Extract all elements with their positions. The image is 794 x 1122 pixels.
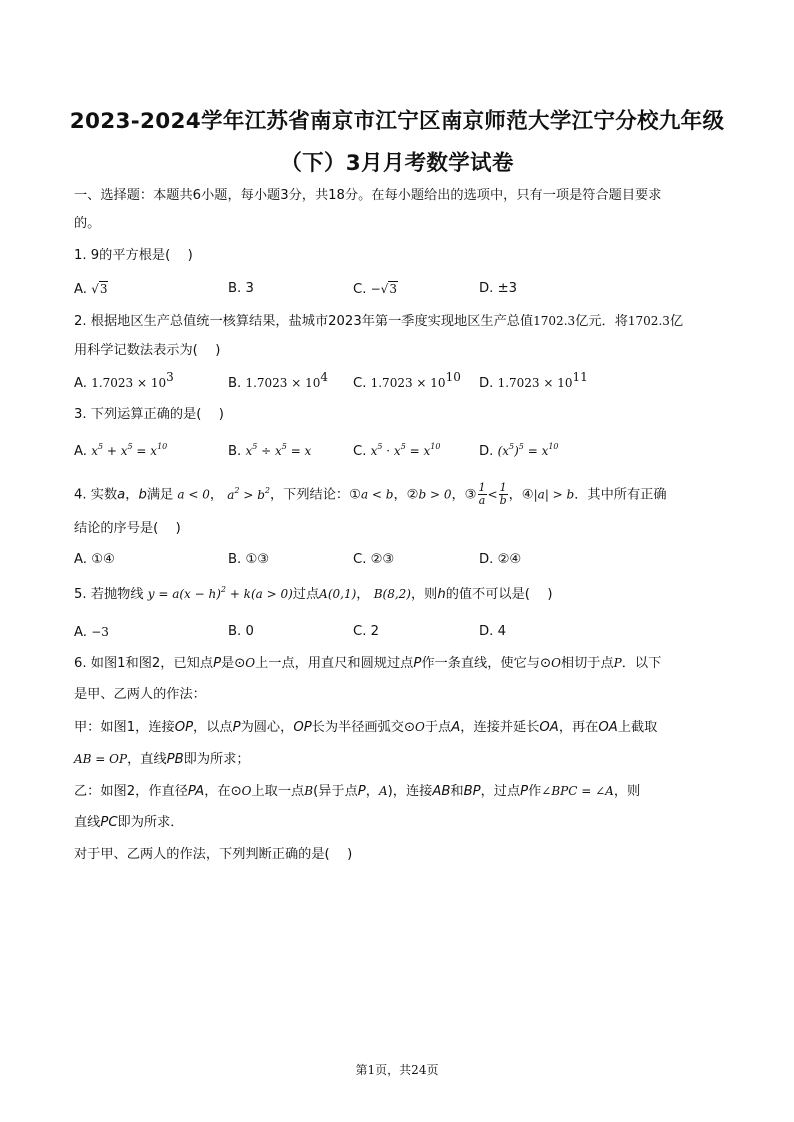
section-intro-line1: 一、选择题：本题共6小题，每小题3分，共18分。在每小题给出的选项中，只有一项是符合题目要求 <box>74 188 662 203</box>
q5-option-d <box>479 623 506 641</box>
option-text: ±3 <box>497 281 518 296</box>
option-text: 2 <box>370 624 379 639</box>
q6-text: 乙：如图2，作直径 <box>74 784 188 799</box>
var-b: b <box>138 487 147 503</box>
formula: a < b <box>360 487 394 502</box>
q6-text: 直线 <box>74 815 101 830</box>
q6-text: 和 <box>450 784 464 799</box>
q5-option-c <box>353 623 379 641</box>
q4-stem-line2: 结论的序号是( ) <box>74 521 181 536</box>
q6-text: 是⊙ <box>221 656 246 671</box>
seg-bp: BP <box>463 784 481 799</box>
q5-text: 的值不可以是( ) <box>445 587 553 602</box>
var-o: O <box>551 656 561 670</box>
option-text: 4 <box>497 624 506 639</box>
var-p: P <box>232 720 241 735</box>
line-pb: PB <box>166 752 184 767</box>
sqrt-3: √3 <box>91 282 108 296</box>
q5-option-b <box>228 623 254 641</box>
page-footer: 第1页，共24页 <box>355 1063 439 1077</box>
option-exponent: 4 <box>320 370 329 384</box>
q6-yi-line2 <box>74 814 183 832</box>
q4-option-a <box>74 551 115 569</box>
option-label: A. <box>74 376 87 391</box>
formula: ∠BPC = ∠A <box>541 784 614 798</box>
formula: $a^2 > b^2$ <box>227 485 270 502</box>
q5-option-a <box>74 623 109 642</box>
option-base: 1.7023 × 10 <box>245 376 321 390</box>
q6-text: 甲：如图1，连接 <box>74 720 175 735</box>
option-base: 1.7023 × 10 <box>91 376 167 390</box>
option-label: A. <box>74 282 87 297</box>
option-label: D. <box>479 624 494 639</box>
line-pc: PC <box>100 815 118 830</box>
q6-text: 相切于点 <box>560 656 614 671</box>
q6-text: ．以下 <box>621 656 662 671</box>
q6-text: ， <box>365 784 379 799</box>
formula: $x^5 \cdot x^5 = x^{10}$ <box>370 442 441 458</box>
q6-text: 6. 如图1和图2，已知点 <box>74 656 214 671</box>
seg-oa: OA <box>539 720 559 735</box>
option-text: ②④ <box>497 552 522 567</box>
q5-text: 过点 <box>292 587 320 602</box>
q3-option-c <box>353 442 440 461</box>
fraction-1-over-a: $\frac{1}{a}$ <box>478 481 486 507</box>
var-o: O <box>245 656 256 670</box>
q1-option-b <box>228 280 254 298</box>
var-p: P <box>413 656 422 671</box>
formula: $x^5 \div x^5 = x$ <box>245 442 312 458</box>
q5-text: ，则 <box>410 587 438 602</box>
q2-text: 亿元．将 <box>575 314 628 329</box>
q6-text: 即为所求； <box>183 752 250 767</box>
option-label: C. <box>353 376 367 391</box>
q2-option-d <box>479 370 588 393</box>
q6-text: ，在⊙ <box>204 784 242 799</box>
q4-option-d <box>479 551 521 569</box>
option-label: D. <box>479 376 494 391</box>
q2-option-b <box>228 370 329 393</box>
q2-number: 1702.3 <box>627 314 670 328</box>
exam-title-line1: 2023-2024学年江苏省南京市江宁区南京师范大学江宁分校九年级 <box>69 109 725 134</box>
q6-text: (异于点 <box>313 784 358 799</box>
option-text: 0 <box>245 624 254 639</box>
q3-option-b <box>228 442 311 461</box>
var-p: P <box>520 784 529 799</box>
q6-jia-line1 <box>74 718 657 737</box>
section-intro-line2: 的。 <box>74 216 101 231</box>
seg-op: OP <box>174 720 194 735</box>
q6-text: ，则 <box>613 784 641 799</box>
var-p: P <box>613 656 622 670</box>
option-label: C. <box>353 552 367 567</box>
q4-text: 4. 实数 <box>74 487 118 503</box>
option-text: −3 <box>91 625 109 639</box>
q4-text: 满足 <box>146 487 174 503</box>
option-label: D. <box>479 552 494 567</box>
q6-text: ，再在 <box>558 720 599 735</box>
q6-text: 于点 <box>424 720 452 735</box>
var-a: a <box>117 487 126 503</box>
option-text: ①③ <box>245 552 270 567</box>
formula: b > 0 <box>418 487 452 502</box>
q2-text: 2. 根据地区生产总值统一核算结果，盐城市2023年第一季度实现地区生产总值 <box>74 314 534 329</box>
q4-text: ，② <box>393 487 419 503</box>
q5-stem <box>74 585 552 604</box>
q1-stem: 1. 9的平方根是( ) <box>74 248 193 263</box>
formula: $(x^5)^5 = x^{10}$ <box>497 442 559 458</box>
q4-text: ，③ <box>451 487 477 503</box>
seg-oa: OA <box>598 720 618 735</box>
q6-yi-line1 <box>74 782 640 801</box>
formula: AB = OP <box>74 752 128 766</box>
q6-text: 作一条直线，使它与⊙ <box>421 656 552 671</box>
q4-option-b <box>228 551 269 569</box>
option-label: D. <box>479 281 494 296</box>
var-o: O <box>415 720 425 734</box>
q6-text: 上截取 <box>617 720 658 735</box>
option-base: 1.7023 × 10 <box>497 376 573 390</box>
q6-text: ，以点 <box>193 720 233 735</box>
option-label: A. <box>74 625 87 640</box>
option-base: 1.7023 × 10 <box>370 376 446 390</box>
option-label: B. <box>228 444 242 459</box>
option-label: B. <box>228 552 242 567</box>
option-label: C. <box>353 282 367 297</box>
option-text: 3 <box>245 281 254 296</box>
q2-stem-line2: 用科学记数法表示为( ) <box>74 343 221 358</box>
q6-jia-line2 <box>74 750 250 769</box>
q6-text: 上取一点 <box>251 784 305 799</box>
var-a: A <box>451 720 461 735</box>
q1-option-a <box>74 280 108 299</box>
seg-ab: AB <box>432 784 451 799</box>
var-a: A <box>378 784 388 798</box>
q6-text: ，连接并延长 <box>460 720 540 735</box>
option-label: B. <box>228 281 242 296</box>
neg-sqrt-3: −√3 <box>370 282 397 296</box>
q3-option-d <box>479 442 559 461</box>
q6-final-line: 对于甲、乙两人的作法，下列判断正确的是( ) <box>74 847 353 862</box>
var-h: h <box>437 587 446 602</box>
q4-text: ， <box>125 487 139 503</box>
q4-stem-line1: 4. 实数a，b满足 a < 0， $a^2 > b^2$，下列结论：①a < b，②b > 0，③ $\frac{1}{a}$ < $\frac{1}{b}$ ，④|a| > b．其中所有正确 <box>74 481 667 507</box>
option-text: ①④ <box>91 552 115 567</box>
q6-text: 即为所求． <box>117 815 184 830</box>
option-text: ②③ <box>370 552 395 567</box>
q6-text: ，过点 <box>480 784 521 799</box>
option-label: A. <box>74 552 87 567</box>
formula: $y = a(x - h)^2 + k(a > 0)$ <box>147 585 293 601</box>
q1-option-d <box>479 280 517 298</box>
q6-text: 作 <box>528 784 542 799</box>
q2-number: 1702.3 <box>533 314 576 328</box>
q2-text: 亿 <box>669 314 684 329</box>
exam-title-line2: （下）3月月考数学试卷 <box>280 151 514 176</box>
option-label: C. <box>353 624 367 639</box>
formula: |a| > b <box>533 487 575 502</box>
var-p: P <box>357 784 366 799</box>
q3-stem: 3. 下列运算正确的是( ) <box>74 407 224 422</box>
q4-text: ，下列结论：① <box>269 487 361 503</box>
point-b: B(8,2) <box>373 587 411 601</box>
q5-text: 5. 若抛物线 <box>74 587 144 602</box>
q6-text: )，连接 <box>387 784 433 799</box>
q6-stem-line1 <box>74 654 661 673</box>
q5-text: ， <box>356 587 370 602</box>
q2-option-c <box>353 370 461 393</box>
formula: a < 0 <box>177 487 210 502</box>
fraction-1-over-b: $\frac{1}{b}$ <box>499 481 507 507</box>
point-a: A(0,1) <box>319 587 357 601</box>
q6-text: 为圆心， <box>240 720 294 735</box>
q6-text: 上一点，用直尺和圆规过点 <box>255 656 414 671</box>
option-label: D. <box>479 444 494 459</box>
q2-option-a <box>74 370 174 393</box>
q4-option-c <box>353 551 394 569</box>
var-b: B <box>304 784 314 798</box>
seg-pa: PA <box>187 784 205 799</box>
q6-text: ，直线 <box>127 752 167 767</box>
option-label: B. <box>228 624 242 639</box>
q6-stem-line2: 是甲、乙两人的作法： <box>74 687 206 702</box>
q4-text: ，④ <box>508 487 534 503</box>
option-label: A. <box>74 444 87 459</box>
q4-text: ．其中所有正确 <box>574 487 667 503</box>
q2-stem-line1 <box>74 312 683 331</box>
formula: $x^5 + x^5 = x^{10}$ <box>91 442 168 458</box>
q1-option-c <box>353 280 398 299</box>
option-label: B. <box>228 376 242 391</box>
var-o: O <box>241 784 252 798</box>
q6-text: 长为半径画弧交⊙ <box>311 720 416 735</box>
var-p: P <box>213 656 222 671</box>
option-exponent: 10 <box>445 370 461 384</box>
seg-op: OP <box>293 720 312 735</box>
option-exponent: 11 <box>572 370 588 384</box>
option-label: C. <box>353 444 367 459</box>
q3-option-a <box>74 442 167 461</box>
option-exponent: 3 <box>166 370 174 384</box>
